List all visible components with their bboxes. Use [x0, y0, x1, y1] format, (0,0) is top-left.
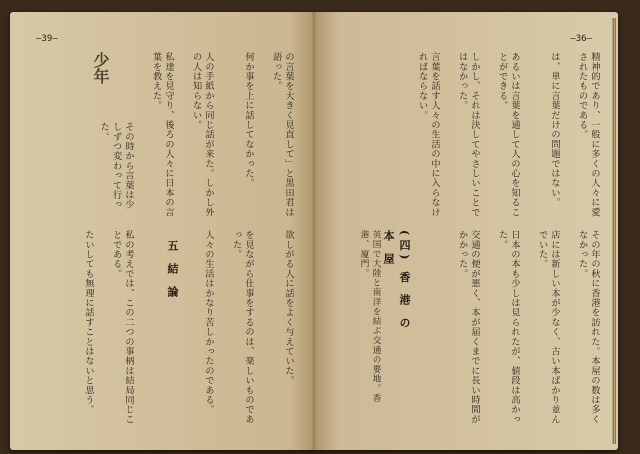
left-lower-column-4: 私の考えでは、この二つの事柄は結局同じことである。	[110, 230, 134, 424]
ink-stain-mark: 少年	[91, 52, 110, 84]
right-page	[316, 12, 618, 450]
right-lower-column-4: 交通の便が悪く、本が届くまでに長い時間がかかった。	[456, 230, 480, 424]
right-upper-column-3: あるいは言葉を通して人の心を知ることができる。	[496, 52, 520, 217]
right-lower-column-1: その年の秋に香港を訪れた。本屋の数は多くなかった。	[576, 230, 600, 424]
right-upper-column-4: しかし、それは決してやさしいことではなかった。	[456, 52, 480, 217]
section-4-subtitle: 英国で大陸と南洋を結ぶ交通の要地。香港、厦門。	[359, 230, 381, 403]
left-lower-column-1: 欲しがる人に話をよく与えていた。	[283, 230, 294, 386]
right-lower-column-2: 店には新しい本が少なく、古い本ばかり並んでいた。	[536, 230, 560, 424]
right-upper-column-1: 精神的であり、一般に多くの人々に愛されたものである。	[576, 52, 600, 217]
left-lower-column-5: たいしても無理に話すことはないと思う。	[83, 230, 94, 415]
left-page	[10, 12, 312, 450]
left-upper-column-1: の言葉を大きく見直して」と黒田君は語った。	[270, 52, 294, 217]
section-4-heading: (四) 香 港 の 本 屋	[382, 230, 411, 332]
page-edges	[612, 18, 616, 444]
left-upper-column-3: 人の手紙から同じ話が来た。しかし外の人は知らない。	[190, 52, 214, 217]
right-upper-column-2: は、単に言葉だけの問題ではない。	[549, 52, 560, 208]
left-upper-column-2: 何か事を上に話してなかった。	[243, 52, 254, 188]
right-page-number: —36—	[570, 34, 592, 44]
section-5-heading: 五 結 論	[166, 240, 179, 301]
left-lower-column-3: 人々の生活はかなり苦しかったのである。	[203, 230, 214, 415]
left-upper-column-5: その時から言葉は少しずつ変わって行った。	[98, 122, 134, 210]
right-upper-column-5: 言葉を話す人々の生活の中に入らなければならない。	[416, 52, 440, 217]
open-book-spread	[10, 12, 618, 450]
left-page-number: —39—	[36, 34, 58, 44]
left-lower-column-2: を見ながら仕事をするのは、楽しいものであった。	[230, 230, 254, 424]
right-lower-column-3: 日本の本も少しは見られたが、値段は高かった。	[496, 230, 520, 424]
left-upper-column-4: 私達を見守り、後ろの人々に日本の言葉を教えた。	[150, 52, 174, 217]
